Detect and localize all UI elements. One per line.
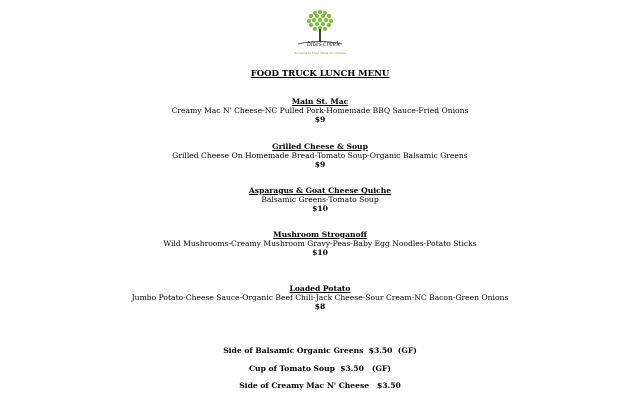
item-name: Mushroom Stroganoff xyxy=(273,230,367,239)
side-item: Side of Balsamic Organic Greens $3.50 (GF) xyxy=(223,346,417,355)
item-price: $10 xyxy=(312,204,328,214)
logo xyxy=(288,8,352,54)
menu-item xyxy=(100,186,540,214)
menu-item xyxy=(100,97,540,125)
item-description: Wild Mushrooms-Creamy Mushroom Gravy-Peas-Baby Egg Noodles-Potato Sticks xyxy=(163,239,477,249)
item-description: Creamy Mac N' Cheese-NC Pulled Pork-Homemade BBQ Sauce-Fried Onions xyxy=(171,106,469,116)
item-name: Main St. Mac xyxy=(291,97,349,106)
item-price: $9 xyxy=(314,160,326,170)
item-name: Grilled Cheese & Soup xyxy=(272,142,368,151)
item-description: Grilled Cheese On Homemade Bread-Tomato Soup-Organic Balsamic Greens xyxy=(172,151,468,161)
side-item: Side of Creamy Mac N' Cheese $3.50 xyxy=(239,381,401,390)
logo-tagline: Homemade Food Made for Citizens xyxy=(293,51,347,55)
svg-text:creek: creek xyxy=(323,41,340,48)
menu-title: FOOD TRUCK LUNCH MENU xyxy=(250,69,390,79)
item-price: $8 xyxy=(314,302,326,312)
item-description: Jumbo Potato-Cheese Sauce-Organic Beef Chili-Jack Cheese-Sour Cream-NC Bacon-Green Onions xyxy=(131,293,509,303)
menu-item xyxy=(100,230,540,258)
menu-item xyxy=(100,142,540,170)
item-description: Balsamic Greens-Tomato Soup xyxy=(261,195,379,205)
tree-logo-icon xyxy=(288,8,352,54)
svg-text:bites: bites xyxy=(307,41,322,48)
menu-item xyxy=(100,284,540,312)
side-item: Cup of Tomato Soup $3.50 (GF) xyxy=(249,364,391,373)
item-name: Loaded Potato xyxy=(289,284,351,293)
item-price: $9 xyxy=(314,115,326,125)
item-name: Asparagus & Goat Cheese Quiche xyxy=(248,186,392,195)
item-price: $10 xyxy=(312,248,328,258)
